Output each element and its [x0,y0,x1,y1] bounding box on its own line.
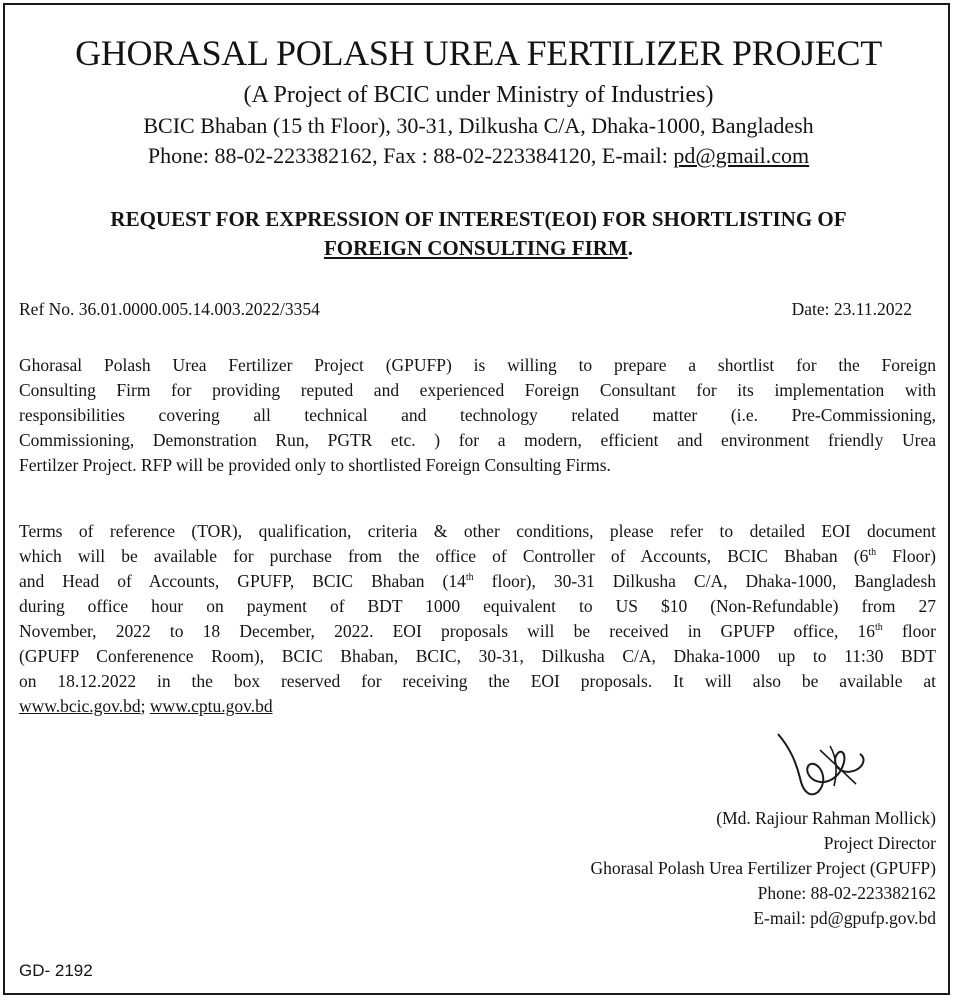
project-title: GHORASAL POLASH UREA FERTILIZER PROJECT [75,33,882,73]
reference-number: Ref No. 36.01.0000.005.14.003.2022/3354 [19,299,320,319]
notice-date: Date: 23.11.2022 [791,299,912,319]
gd-code: GD- 2192 [19,961,93,980]
paragraph-line: responsibilities covering all technical and technology related matter (i.e. Pre-Commissioning, [19,405,936,425]
signer-phone: Phone: 88-02-223382162 [757,883,936,903]
contact-line [0,143,957,169]
paragraph-line: during office hour on payment of BDT 1000 equivalent to US $10 (Non-Refundable) from 27 [19,596,936,616]
paragraph-line: Ghorasal Polash Urea Fertilizer Project (GPUFP) is willing to prepare a shortlist for the Foreign [19,355,936,375]
paragraph-terms [19,519,936,719]
paragraph-line: Consulting Firm for providing reputed and experienced Foreign Consultant for its implementation with [19,380,936,400]
text-run: Floor) [876,546,936,566]
link-cptu[interactable]: www.cptu.gov.bd [149,696,273,716]
text-run: floor), 30-31 Dilkusha C/A, Dhaka-1000, Bangladesh [473,571,937,591]
text-run: and Head of Accounts, GPUFP, BCIC Bhaban (14 [19,571,466,591]
link-separator: ; [140,696,150,716]
paragraph-line [19,544,936,569]
contact-email-link[interactable]: pd@gmail.com [673,143,810,168]
link-bcic[interactable]: www.bcic.gov.bd [19,696,141,716]
signer-designation: Project Director [823,833,936,853]
signer-organization: Ghorasal Polash Urea Fertilizer Project (GPUFP) [590,858,936,878]
superscript: th [875,622,883,634]
paragraph-line [19,569,936,594]
paragraph-line [19,619,936,644]
project-address: BCIC Bhaban (15 th Floor), 30-31, Dilkusha C/A, Dhaka-1000, Bangladesh [143,113,814,138]
superscript: th [868,547,877,559]
notice-heading-line1: REQUEST FOR EXPRESSION OF INTEREST(EOI) FOR SHORTLISTING OF [110,207,847,231]
paragraph-line [19,694,936,719]
notice-heading-underlined: FOREIGN CONSULTING FIRM [323,236,628,260]
paragraph-line: on 18.12.2022 in the box reserved for receiving the EOI proposals. It will also be available at [19,671,936,691]
contact-phone-fax: Phone: 88-02-223382162, Fax : 88-02-223384120, E-mail: [147,143,674,168]
text-run: November, 2022 to 18 December, 2022. EOI proposals will be received in GPUFP office, 16 [19,621,876,641]
signer-name: (Md. Rajiour Rahman Mollick) [716,808,936,828]
paragraph-line: Commissioning, Demonstration Run, PGTR etc. ) for a modern, efficient and environment friendly Urea [19,430,936,450]
paragraph-line: Terms of reference (TOR), qualification, criteria & other conditions, please refer to detailed EOI document [19,521,936,541]
paragraph-line: Fertilzer Project. RFP will be provided only to shortlisted Foreign Consulting Firms. [19,455,611,475]
text-run: floor [882,621,936,641]
project-subtitle: (A Project of BCIC under Ministry of Industries) [243,82,714,108]
paragraph-line: (GPUFP Conferenence Room), BCIC Bhaban, BCIC, 30-31, Dilkusha C/A, Dhaka-1000 up to 11:30 BDT [19,646,936,666]
notice-heading-line2 [0,235,957,261]
superscript: th [465,572,474,584]
signer-email: E-mail: pd@gpufp.gov.bd [753,908,936,928]
notice-heading-period: . [627,236,633,260]
text-run: which will be available for purchase from the office of Controller of Accounts, BCIC Bhaban (6 [19,546,869,566]
paragraph-intro [19,353,936,478]
signature-icon [760,726,880,806]
